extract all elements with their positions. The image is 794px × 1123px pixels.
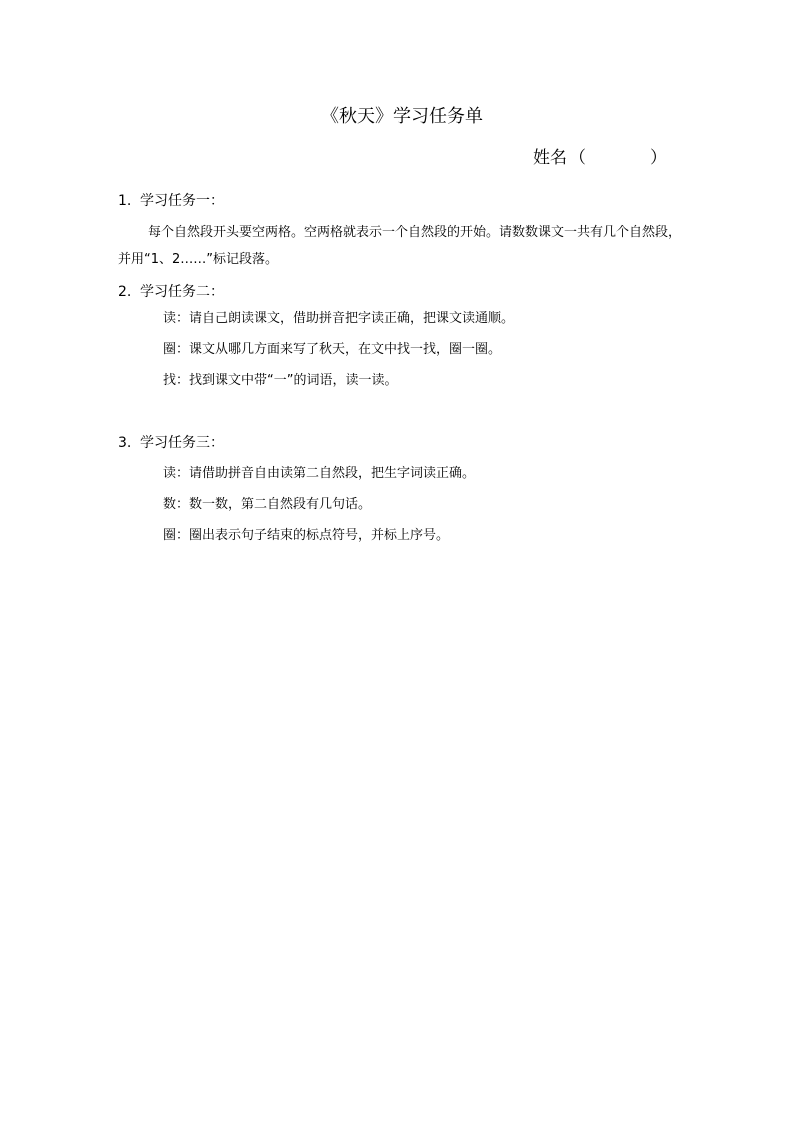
task-3-number: 3. xyxy=(118,435,132,451)
item-label: 读： xyxy=(163,466,190,481)
item-text: 圈出表示句子结束的标点符号，并标上序号。 xyxy=(189,528,450,543)
task-3-item-circle xyxy=(163,526,449,545)
name-paren-open: （ xyxy=(569,148,586,168)
task-1-heading xyxy=(118,191,224,211)
item-label: 圈： xyxy=(163,528,190,543)
item-label: 数： xyxy=(163,497,190,512)
page-title: 《秋天》学习任务单 xyxy=(321,106,483,127)
task-3-title: 学习任务三： xyxy=(140,435,224,451)
task-2-item-find xyxy=(163,371,398,390)
item-text: 请借助拼音自由读第二自然段，把生字词读正确。 xyxy=(189,466,476,481)
task-2-title: 学习任务二： xyxy=(140,284,224,300)
task-2-item-circle xyxy=(163,340,501,359)
item-label: 找： xyxy=(163,373,190,388)
student-name-field xyxy=(533,146,667,170)
task-3-item-read xyxy=(163,464,475,483)
task-3-item-count xyxy=(163,495,371,514)
name-paren-close: ） xyxy=(650,148,667,168)
task-1-paragraph: 每个自然段开头要空两格。空两格就表示一个自然段的开始。请数数课文一共有几个自然段，并用“1、2……”标记段落。 xyxy=(118,225,682,267)
task-1-title: 学习任务一： xyxy=(140,193,224,209)
task-2-heading xyxy=(118,282,224,302)
item-text: 找到课文中带“一”的词语，读一读。 xyxy=(189,373,398,388)
task-2-item-read xyxy=(163,309,514,328)
item-text: 请自己朗读课文，借助拼音把字读正确，把课文读通顺。 xyxy=(189,311,515,326)
task-3-heading xyxy=(118,433,224,453)
name-label: 姓名 xyxy=(533,148,567,168)
task-1-number: 1. xyxy=(118,193,132,209)
item-label: 读： xyxy=(163,311,190,326)
item-text: 数一数，第二自然段有几句话。 xyxy=(189,497,372,512)
item-text: 课文从哪几方面来写了秋天，在文中找一找，圈一圈。 xyxy=(189,342,502,357)
item-label: 圈： xyxy=(163,342,190,357)
task-2-number: 2. xyxy=(118,284,132,300)
